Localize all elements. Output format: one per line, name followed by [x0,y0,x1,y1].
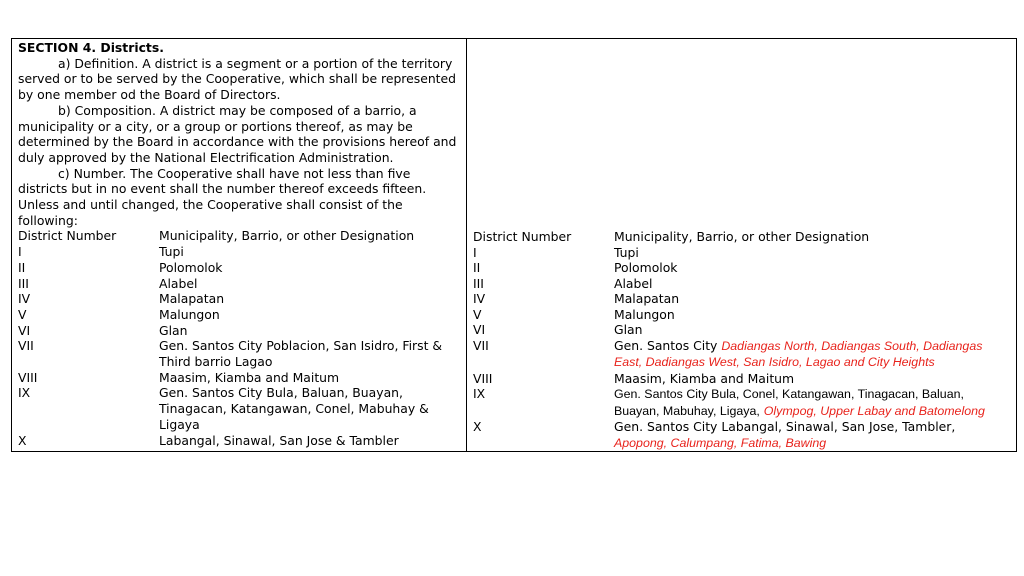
district-designation: Labangal, Sinawal, San Jose & Tambler [159,432,399,448]
district-number: VI [18,322,31,338]
district-designation: Gen. Santos City Bula, Baluan, Buayan, Tinagacan, Katangawan, Conel, Mabuhay & Ligaya [159,385,429,432]
definition-paragraph: a) Definition. A district is a segment or a portion of the territory served or to be served by the Cooperative, which shall be represented by one member od the Board of Directors. [18,55,457,103]
amended-barrios: Apopong, Calumpang, Fatima, Bawing [614,435,827,450]
district-number: III [18,275,29,291]
district-designation: Glan [159,322,188,338]
district-number: VII [473,337,489,353]
district-designation: Tupi [614,244,639,260]
district-designation: Malungon [614,306,675,322]
district-number: III [473,275,484,291]
designation-header: Municipality, Barrio, or other Designation [159,228,415,244]
table-row [18,338,460,369]
district-designation: Polomolok [159,259,223,275]
district-designation: Maasim, Kiamba and Maitum [614,370,795,386]
district-designation: Gen. Santos City Bula, Conel, Katangawan, Tinagacan, Baluan, Buayan, Mabuhay, Ligaya, [614,387,964,418]
district-number: I [473,244,477,260]
table-row [18,323,460,339]
table-row [473,419,1010,451]
table-row [18,244,460,260]
district-designation: Malungon [159,306,220,322]
table-row [18,385,460,432]
district-designation: Gen. Santos City [614,337,718,353]
district-designation: Maasim, Kiamba and Maitum [159,369,340,385]
table-row [18,291,460,307]
original-text-cell [12,39,467,452]
district-number: IV [473,291,486,306]
district-number: X [473,419,482,434]
table-row [18,307,460,323]
table-row [473,322,1010,338]
table-row [473,245,1010,261]
district-number-header: District Number [473,229,572,244]
amended-barrios: Dadiangas North, Dadiangas South, Dadiangas East, Dadiangas West, San Isidro, Lagao and City Heights [614,338,983,369]
district-number: V [18,306,27,322]
district-number: VIII [18,369,38,385]
comparison-table [11,38,1017,452]
section-heading: SECTION 4. Districts. [18,40,164,55]
district-designation: Alabel [614,275,653,291]
district-number: VIII [473,370,493,386]
designation-header: Municipality, Barrio, or other Designation [614,229,870,244]
table-row [473,307,1010,323]
amended-text-cell [467,39,1017,452]
district-number: X [18,432,27,448]
table-row [18,260,460,276]
district-designation: Malapatan [159,291,225,307]
district-designation-cell [614,419,1010,451]
district-designation: Malapatan [614,291,680,306]
district-designation-cell [614,338,1010,371]
district-number: II [18,259,26,275]
district-number-header: District Number [18,228,117,244]
unless-paragraph: Unless and until changed, the Cooperative shall consist of the following: [18,197,403,228]
district-designation-cell [614,386,1010,419]
table-row [473,386,1010,419]
amended-district-table [473,229,1010,451]
district-designation: Gen. Santos City Poblacion, San Isidro, First & Third barrio Lagao [159,338,443,370]
district-number: IV [18,291,31,307]
composition-paragraph: b) Composition. A district may be composed of a barrio, a municipality or a city, or a group or portions thereof, as may be determined by the Board in accordance with the provisions hereof and duly approved by the National Electrification Administration. [18,102,457,165]
table-row [18,276,460,292]
table-row [473,291,1010,307]
table-row [473,371,1010,387]
district-number: VII [18,338,34,354]
table-row [473,260,1010,276]
district-designation: Gen. Santos City Labangal, Sinawal, San Jose, Tambler, [614,419,956,434]
table-row [473,276,1010,292]
district-designation: Tupi [159,244,184,260]
district-designation: Polomolok [614,260,678,275]
table-row [18,370,460,386]
district-number: IX [18,385,31,401]
district-number: II [473,260,481,275]
district-number: VI [473,322,486,337]
district-designation: Alabel [159,275,198,291]
table-row [18,433,460,449]
table-row [473,338,1010,371]
district-number: V [473,306,482,322]
district-designation: Glan [614,322,643,337]
district-number: I [18,244,22,260]
district-number: IX [473,386,486,401]
original-district-table [18,228,460,448]
amended-barrios: Olympog, Upper Labay and Batomelong [763,403,985,418]
number-paragraph: c) Number. The Cooperative shall have not less than five districts but in no event shall the number thereof exceeds fifteen. [18,165,427,197]
